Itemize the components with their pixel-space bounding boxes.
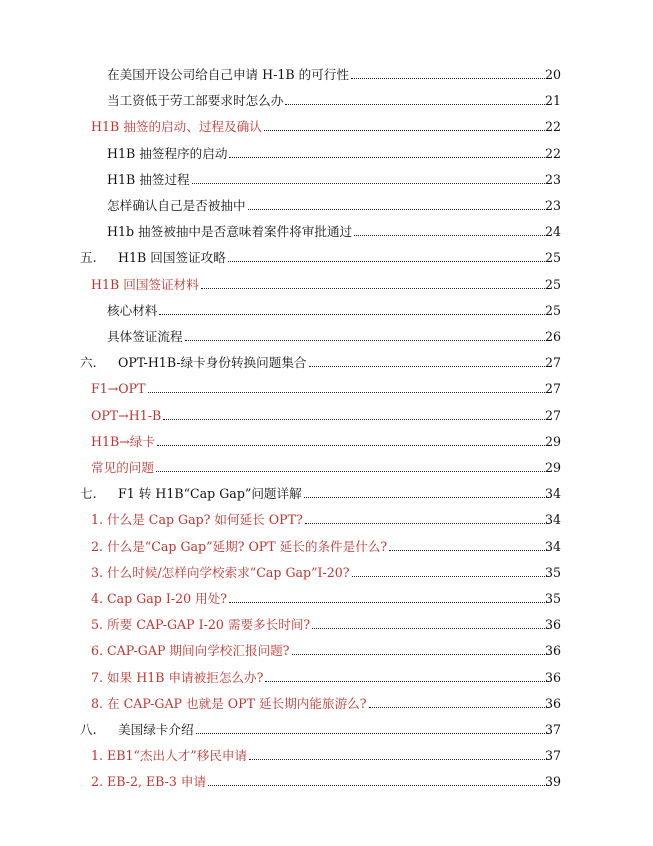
toc-entry-label: 常见的问题 bbox=[91, 460, 154, 475]
toc-entry[interactable] bbox=[0, 744, 653, 766]
toc-entry[interactable] bbox=[0, 220, 653, 242]
toc-page-number: 20 bbox=[544, 67, 561, 82]
dot-leader bbox=[309, 365, 549, 367]
toc-entry-label: OPT-H1B-绿卡身份转换问题集合 bbox=[118, 355, 307, 371]
toc-entry[interactable] bbox=[0, 142, 653, 164]
toc-entry-line bbox=[91, 744, 549, 764]
toc-entry-label: H1B 抽签过程 bbox=[107, 171, 190, 187]
toc-entry-line bbox=[91, 115, 549, 135]
toc-entry-line bbox=[80, 351, 549, 371]
dot-leader bbox=[163, 418, 549, 420]
dot-leader bbox=[389, 549, 549, 551]
toc-page-number: 36 bbox=[544, 695, 561, 711]
toc-page-number: 36 bbox=[544, 669, 561, 685]
toc-entry[interactable] bbox=[0, 115, 653, 137]
section-number: 五. bbox=[80, 250, 97, 266]
toc-entry[interactable] bbox=[0, 587, 653, 609]
toc-entry-line bbox=[91, 613, 549, 633]
toc-entry-line bbox=[107, 194, 549, 214]
dot-leader bbox=[351, 77, 549, 79]
toc-entry-label: 6. CAP-GAP 期间向学校汇报问题? bbox=[91, 643, 290, 659]
toc-page-number: 34 bbox=[544, 512, 561, 528]
toc-page-number: 34 bbox=[544, 486, 561, 502]
toc-entry-line bbox=[107, 299, 549, 319]
toc-entry-line bbox=[91, 561, 549, 581]
toc-page-number: 34 bbox=[544, 538, 561, 554]
toc-entry-line bbox=[107, 325, 549, 345]
dot-leader bbox=[185, 339, 549, 341]
toc-page-number: 35 bbox=[544, 591, 561, 606]
toc-entry-line bbox=[91, 273, 549, 293]
toc-entry-line bbox=[80, 718, 549, 738]
toc-entry-label: 7. 如果 H1B 申请被拒怎么办? bbox=[91, 669, 264, 685]
toc-entry-label: 1. 什么是 Cap Gap? 如何延长 OPT? bbox=[91, 512, 303, 528]
toc-entry-label: 怎样确认自己是否被抽中 bbox=[107, 198, 246, 213]
toc-entry[interactable] bbox=[0, 351, 653, 373]
toc-entry-label: F1 转 H1B“Cap Gap”问题详解 bbox=[118, 486, 302, 502]
section-number: 八. bbox=[80, 722, 97, 737]
toc-entry-line bbox=[91, 692, 549, 712]
toc-entry-label: H1B 回国签证材料 bbox=[91, 276, 199, 292]
toc-page-number: 29 bbox=[544, 433, 561, 449]
toc-entry-line bbox=[91, 456, 549, 476]
toc-entry[interactable] bbox=[0, 325, 653, 347]
dot-leader bbox=[285, 103, 549, 105]
toc-entry-line bbox=[80, 482, 549, 502]
toc-page-number: 21 bbox=[544, 93, 561, 109]
toc-entry-label: 1. EB1“杰出人才”移民申请 bbox=[91, 748, 248, 764]
toc-page-number: 25 bbox=[544, 276, 561, 292]
dot-leader bbox=[305, 522, 549, 524]
toc-page-number: 24 bbox=[544, 224, 561, 240]
toc-page-number: 27 bbox=[544, 355, 561, 371]
toc-entry[interactable] bbox=[0, 430, 653, 452]
toc-page-number: 22 bbox=[544, 145, 561, 161]
toc-page-number: 37 bbox=[544, 748, 561, 764]
toc-entry[interactable] bbox=[0, 535, 653, 557]
toc-entry[interactable] bbox=[0, 299, 653, 321]
toc-page-number: 23 bbox=[544, 171, 561, 187]
toc-page-number: 26 bbox=[544, 329, 561, 344]
section-number: 六. bbox=[80, 355, 97, 371]
toc-entry[interactable] bbox=[0, 456, 653, 478]
toc-page-number: 25 bbox=[544, 250, 561, 266]
toc-entry-line bbox=[91, 639, 549, 659]
toc-entry[interactable] bbox=[0, 718, 653, 740]
toc-entry[interactable] bbox=[0, 89, 653, 111]
dot-leader bbox=[157, 444, 549, 446]
toc-entry-label: 在美国开设公司给自己申请 H-1B 的可行性 bbox=[107, 67, 350, 82]
toc-entry[interactable] bbox=[0, 770, 653, 792]
dot-leader bbox=[248, 208, 549, 210]
toc-entry-label: 美国绿卡介绍 bbox=[118, 722, 194, 737]
toc-entry-line bbox=[107, 220, 549, 240]
toc-page-number: 23 bbox=[544, 198, 561, 213]
toc-entry-line bbox=[91, 535, 549, 555]
dot-leader bbox=[192, 182, 549, 184]
dot-leader bbox=[228, 260, 549, 262]
toc-entry[interactable] bbox=[0, 561, 653, 583]
toc-entry-label: 核心材料 bbox=[107, 302, 158, 318]
toc-entry-label: 8. 在 CAP-GAP 也就是 OPT 延长期内能旅游么? bbox=[91, 695, 367, 711]
toc-page-number: 25 bbox=[544, 302, 561, 318]
dot-leader bbox=[201, 287, 549, 289]
dot-leader bbox=[352, 575, 549, 577]
toc-page-number: 27 bbox=[544, 407, 561, 423]
toc-entry[interactable] bbox=[0, 194, 653, 216]
section-number: 七. bbox=[80, 486, 97, 502]
toc-entry[interactable] bbox=[0, 639, 653, 661]
dot-leader bbox=[312, 627, 549, 629]
dot-leader bbox=[369, 706, 549, 708]
toc-entry-label: H1B 抽签的启动、过程及确认 bbox=[91, 119, 262, 135]
toc-page-number: 36 bbox=[544, 643, 561, 659]
toc-entry[interactable] bbox=[0, 168, 653, 190]
toc-entry-label: 具体签证流程 bbox=[107, 329, 183, 344]
toc-entry-label: 当工资低于劳工部要求时怎么办 bbox=[107, 93, 284, 109]
toc-entry[interactable] bbox=[0, 377, 653, 399]
toc-entry[interactable] bbox=[0, 273, 653, 295]
toc-page-number: 36 bbox=[544, 617, 561, 633]
toc-entry-label: 2. 什么是“Cap Gap”延期? OPT 延长的条件是什么? bbox=[91, 538, 388, 554]
toc-entry-line bbox=[91, 770, 549, 790]
dot-leader bbox=[304, 496, 549, 498]
toc-entry-line bbox=[91, 377, 549, 397]
toc-page-number: 39 bbox=[544, 774, 561, 790]
toc-entry-line bbox=[107, 142, 549, 162]
dot-leader bbox=[249, 758, 549, 760]
toc-entry-label: H1B 抽签程序的启动 bbox=[107, 145, 228, 161]
toc-entry-line bbox=[91, 587, 549, 607]
toc-entry[interactable] bbox=[0, 246, 653, 268]
toc-page-number: 22 bbox=[544, 119, 561, 135]
toc-entry-label: 4. Cap Gap I-20 用处? bbox=[91, 591, 228, 606]
toc-page-number: 35 bbox=[544, 564, 561, 580]
toc-entry-line bbox=[107, 63, 549, 83]
toc-entry-label: 3. 什么时候/怎样向学校索求“Cap Gap”I-20? bbox=[91, 564, 350, 580]
dot-leader bbox=[292, 653, 549, 655]
toc-entry[interactable] bbox=[0, 666, 653, 688]
toc-entry-label: F1→OPT bbox=[91, 381, 146, 397]
toc-page-number: 27 bbox=[544, 381, 561, 397]
toc-entry-line bbox=[80, 246, 549, 266]
toc-entry[interactable] bbox=[0, 482, 653, 504]
toc-page-number: 29 bbox=[544, 460, 561, 475]
toc-entry-line bbox=[91, 666, 549, 686]
toc-entry-label: H1B→绿卡 bbox=[91, 433, 155, 449]
dot-leader bbox=[229, 601, 549, 603]
dot-leader bbox=[354, 234, 549, 236]
dot-leader bbox=[229, 156, 549, 158]
dot-leader bbox=[156, 470, 549, 472]
dot-leader bbox=[264, 129, 549, 131]
toc-entry-line bbox=[91, 508, 549, 528]
toc-page-number: 37 bbox=[544, 722, 561, 737]
toc-entry-label: 5. 所要 CAP-GAP I-20 需要多长时间? bbox=[91, 617, 311, 633]
toc-entry-line bbox=[107, 89, 549, 109]
toc-entry[interactable] bbox=[0, 404, 653, 426]
dot-leader bbox=[208, 784, 549, 786]
toc-entry-line bbox=[91, 430, 549, 450]
toc-entry[interactable] bbox=[0, 508, 653, 530]
toc-entry-label: H1B 回国签证攻略 bbox=[118, 250, 226, 266]
dot-leader bbox=[196, 732, 549, 734]
toc-entry-line bbox=[107, 168, 549, 188]
toc-entry-label: 2. EB-2, EB-3 申请 bbox=[91, 774, 207, 790]
dot-leader bbox=[148, 391, 549, 393]
toc-entry[interactable] bbox=[0, 692, 653, 714]
toc-entry-label: OPT→H1-B bbox=[91, 407, 162, 423]
dot-leader bbox=[159, 313, 549, 315]
toc-entry[interactable] bbox=[0, 63, 653, 85]
toc-entry-label: H1b 抽签被抽中是否意味着案件将审批通过 bbox=[107, 224, 353, 240]
toc-entry[interactable] bbox=[0, 613, 653, 635]
toc-entry-line bbox=[91, 404, 549, 424]
dot-leader bbox=[265, 680, 549, 682]
